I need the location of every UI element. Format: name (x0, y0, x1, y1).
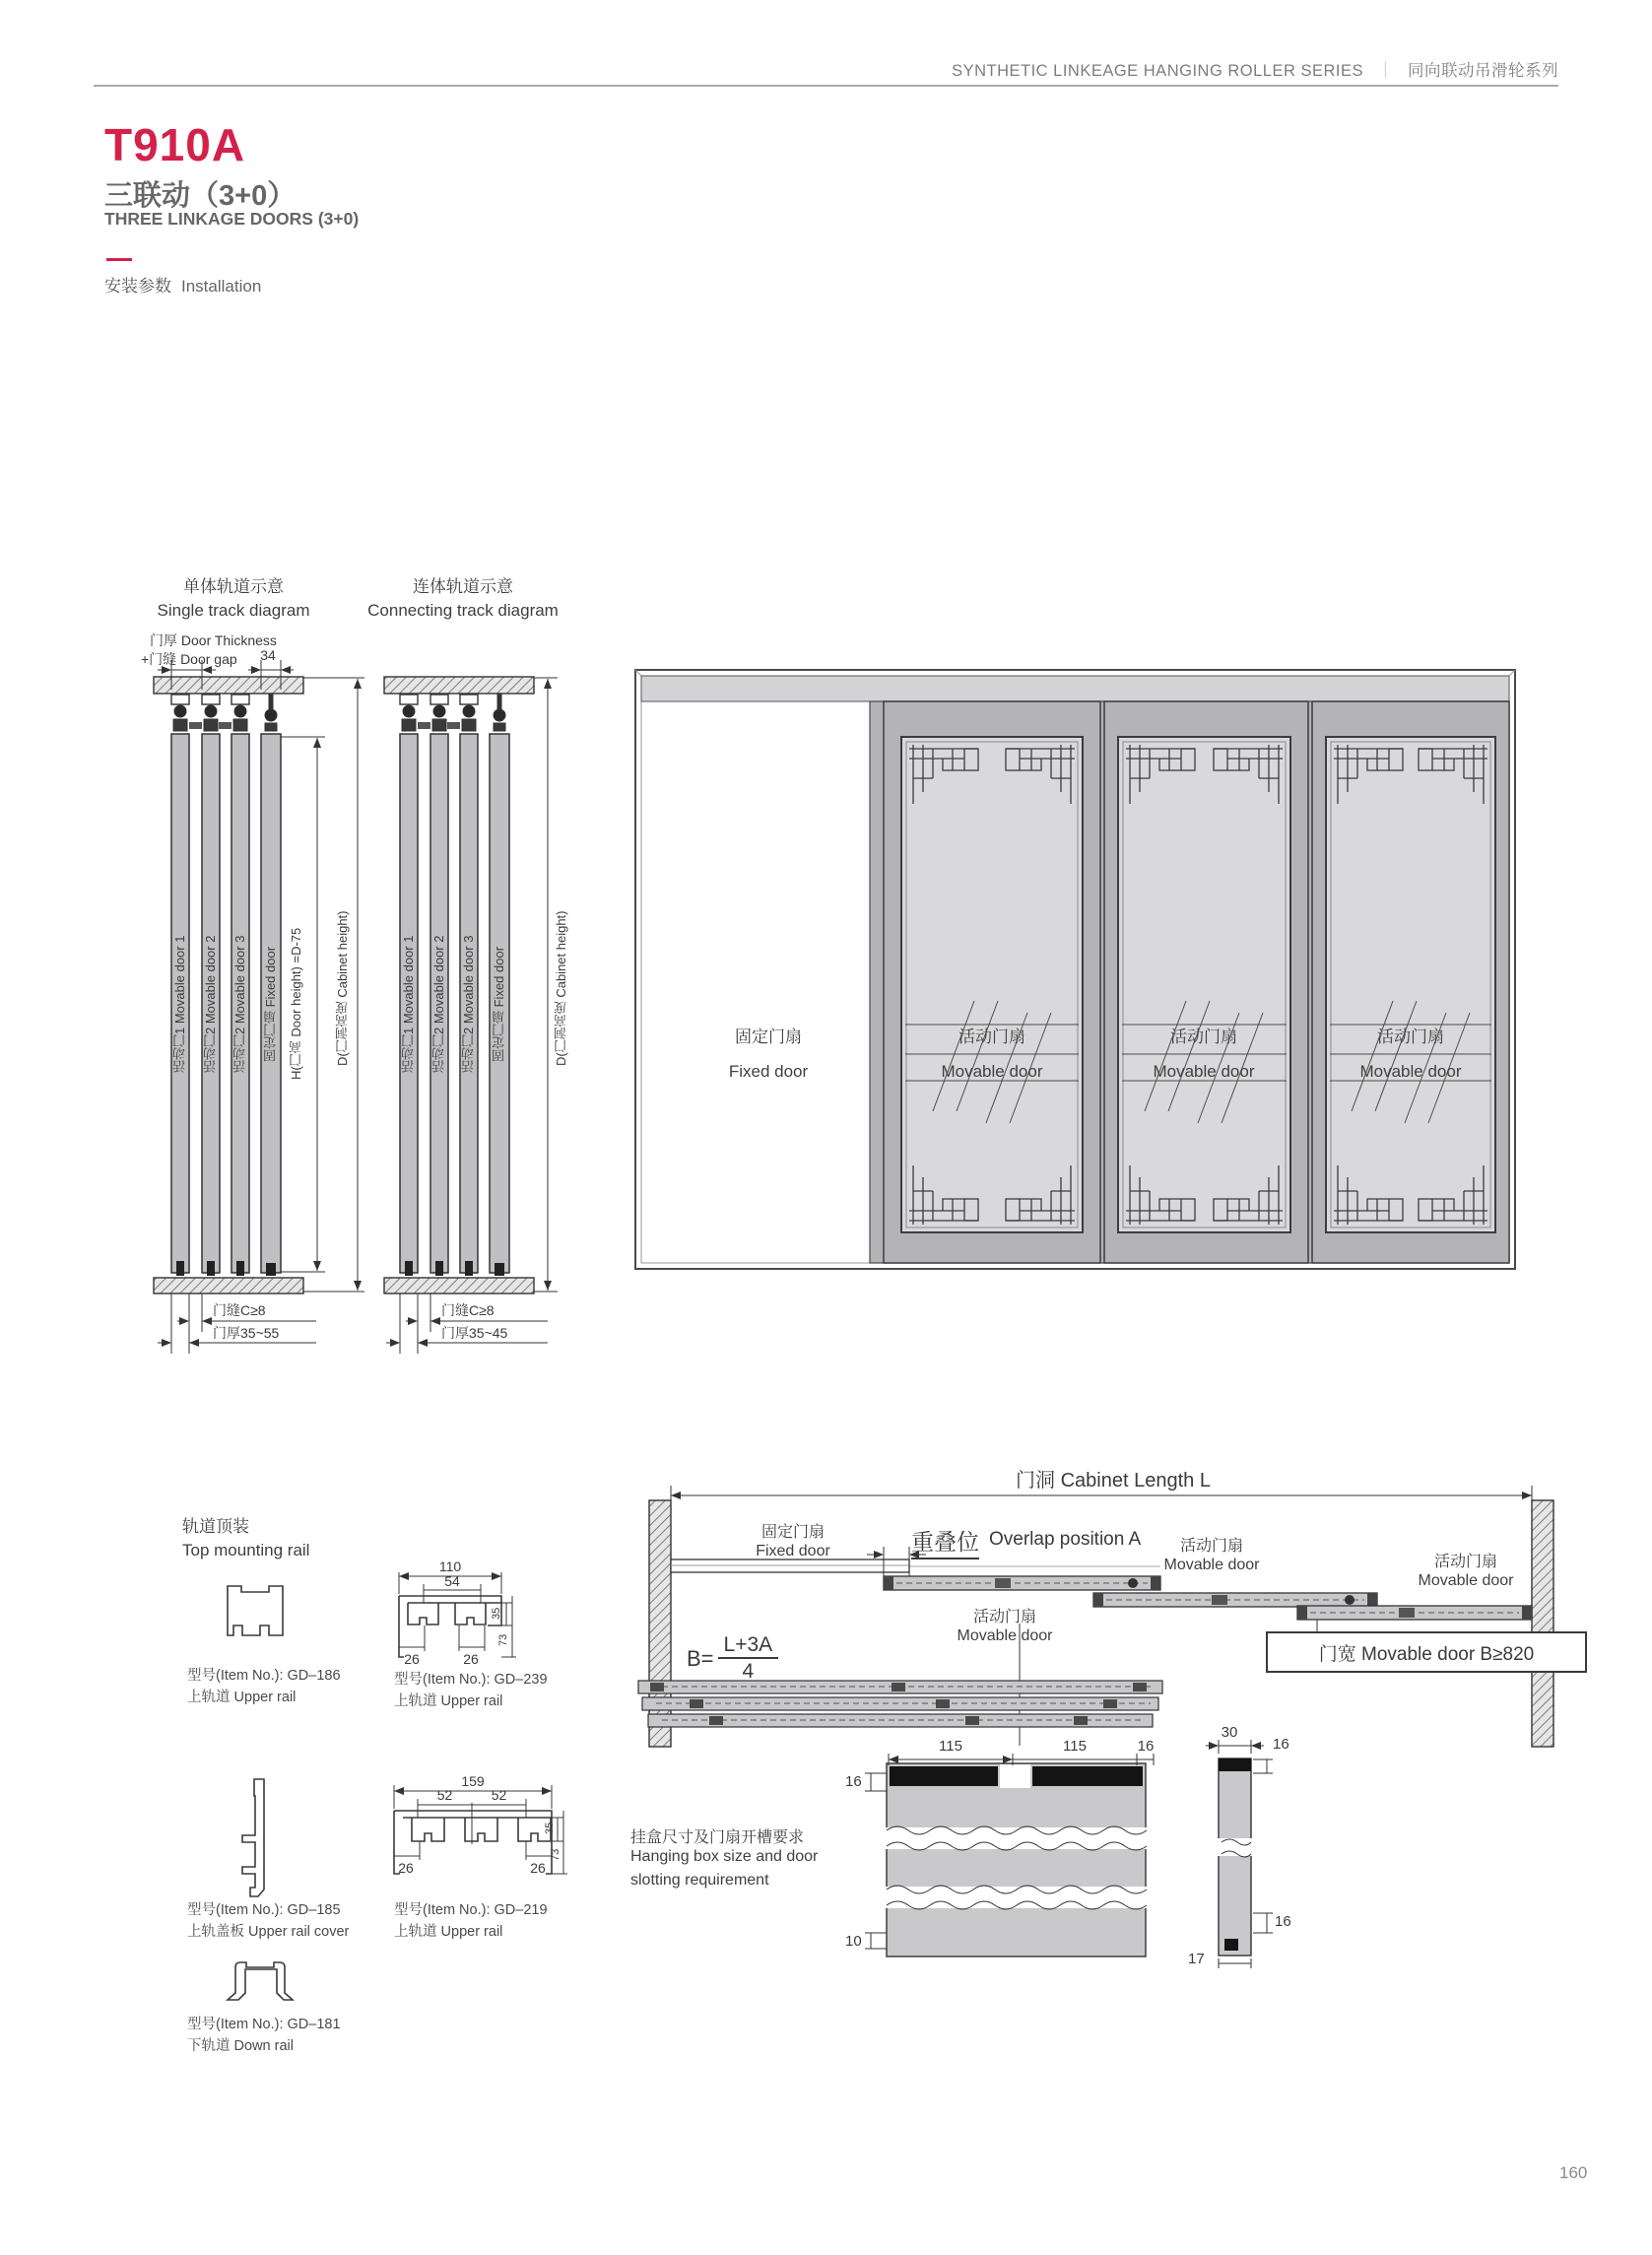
plan-movable1-en: Movable door (957, 1627, 1053, 1644)
rail-item-gd219 (394, 1899, 548, 1943)
section-title-en: Installation (181, 277, 262, 296)
dim-cabinet-height-conn: D(门洞高度 Cabinet height) (554, 910, 568, 1066)
elevation-fixed-cn: 固定门扇 (735, 1028, 802, 1046)
dim-10: 10 (845, 1933, 862, 1950)
plan-movable2-en: Movable door (1163, 1557, 1260, 1573)
formula-fraction (718, 1633, 779, 1684)
linkage-rail-1 (884, 1576, 1160, 1590)
plan-movable2-cn: 活动门扇 (1179, 1538, 1243, 1555)
section-title-cn: 安装参数 (104, 277, 171, 296)
hanging-box-note-en2: slotting requirement (630, 1872, 769, 1889)
gd239-dim-35: 35 (491, 1607, 502, 1621)
dim-door-thickness: 门厚 Door Thickness (150, 632, 277, 648)
collapsed-stack-drawing (638, 1681, 1162, 1727)
gd219-dim-26l: 26 (398, 1860, 414, 1876)
plan-door-width-box: 门宽 Movable door B≥820 (1266, 1631, 1587, 1673)
single-door-label-1: 活动门1 Movable door 1 (172, 935, 187, 1073)
product-model: T910A (104, 119, 246, 170)
dim-16-door-bottom: 16 (1275, 1913, 1291, 1930)
rail-item-gd181-no: 型号(Item No.): GD–181 (187, 2017, 341, 2032)
section-title (104, 272, 261, 297)
plan-fixed-en: Fixed door (756, 1543, 830, 1559)
plan-movable1-cn: 活动门扇 (972, 1609, 1036, 1625)
elevation-movable2-cn: 活动门扇 (1170, 1028, 1237, 1046)
rails-title-en: Top mounting rail (182, 1541, 310, 1559)
linkage-rail-3 (1297, 1606, 1532, 1620)
dim-door-gap: +门缝 Door gap (141, 651, 237, 667)
dim-17: 17 (1188, 1951, 1205, 1967)
gd219-dim-159: 159 (461, 1773, 485, 1789)
gd219-dim-35: 35 (544, 1822, 556, 1835)
header-separator: ｜ (1377, 62, 1394, 80)
dim-115-right: 115 (1063, 1738, 1087, 1755)
dim-16-door-top: 16 (1273, 1736, 1289, 1753)
header-series-en: SYNTHETIC LINKEAGE HANGING ROLLER SERIES (952, 62, 1363, 80)
page-header (952, 57, 1558, 81)
hanging-box-drawing (865, 1754, 1154, 1957)
dim-30: 30 (1221, 1724, 1238, 1741)
gd239-dim-54: 54 (444, 1573, 460, 1589)
rail-item-gd186 (187, 1665, 341, 1708)
product-name-cn: 三联动（3+0） (104, 180, 297, 212)
single-track-title-cn: 单体轨道示意 (183, 577, 284, 596)
profile-gd-239 (399, 1596, 501, 1657)
connecting-track-title (347, 575, 579, 623)
dim-34: 34 (260, 647, 276, 663)
dim-cabinet-height-single: D(门洞高度 Cabinet height) (335, 910, 350, 1066)
page-number: 160 (1559, 2163, 1588, 2182)
hanging-box-note-cn: 挂盒尺寸及门扇开槽要求 (630, 1829, 805, 1846)
connecting-track-title-en: Connecting track diagram (367, 601, 559, 620)
plan-formula (687, 1633, 778, 1684)
dim-16-top: 16 (1137, 1738, 1155, 1755)
rail-item-gd239 (394, 1669, 548, 1712)
rail-item-gd185 (187, 1899, 349, 1943)
conn-door-label-3: 活动门2 Movable door 3 (461, 935, 476, 1073)
single-door-label-fixed: 固定门扇 Fixed door (263, 946, 278, 1062)
plan-movable3-cn: 活动门扇 (1433, 1554, 1497, 1570)
conn-door-label-1: 活动门1 Movable door 1 (401, 935, 416, 1073)
plan-fixed-cn: 固定门扇 (760, 1524, 825, 1541)
conn-dim-thickness: 门厚35~45 (441, 1325, 508, 1341)
plan-overlap-cn: 重叠位 (911, 1524, 979, 1559)
plan-cabinet-length: 门洞 Cabinet Length L (1016, 1470, 1211, 1492)
rail-item-gd181-name: 下轨道 Down rail (187, 2038, 294, 2054)
single-dim-thickness: 门厚35~55 (213, 1325, 280, 1341)
rail-item-gd181 (187, 2014, 341, 2057)
profile-gd-186 (228, 1586, 283, 1635)
rail-item-gd186-no: 型号(Item No.): GD–186 (187, 1668, 341, 1684)
profile-gd-181 (228, 1962, 293, 2000)
dim-115-left: 115 (939, 1738, 962, 1755)
gd219-dim-26r: 26 (530, 1860, 546, 1876)
plan-overlap-en: Overlap position A (989, 1529, 1142, 1550)
rail-item-gd239-no: 型号(Item No.): GD–239 (394, 1672, 548, 1688)
rail-item-gd219-name: 上轨道 Upper rail (394, 1924, 503, 1940)
elevation-movable3-en: Movable door (1359, 1062, 1462, 1081)
section-accent-dash (106, 258, 132, 261)
hanging-box-note-en1: Hanging box size and door (630, 1848, 819, 1865)
plan-movable3-en: Movable door (1418, 1572, 1514, 1589)
single-door-label-3: 活动门2 Movable door 3 (232, 935, 247, 1073)
elevation-movable1-en: Movable door (941, 1062, 1043, 1081)
formula-lhs: B= (687, 1645, 714, 1671)
elevation-movable2-en: Movable door (1153, 1062, 1255, 1081)
dim-16-left: 16 (845, 1773, 862, 1790)
gd239-dim-73: 73 (497, 1633, 509, 1647)
gd239-dim-110: 110 (438, 1559, 462, 1574)
product-name-en: THREE LINKAGE DOORS (3+0) (104, 209, 360, 229)
single-dim-gap: 门缝C≥8 (213, 1302, 266, 1318)
dim-door-height: H(门高 Door height) =D-75 (289, 927, 303, 1081)
single-track-title-en: Single track diagram (157, 601, 310, 620)
rails-title-cn: 轨道顶装 (182, 1517, 249, 1536)
gd219-dim-52l: 52 (436, 1787, 453, 1803)
conn-door-label-fixed: 固定门扇 Fixed door (492, 946, 506, 1062)
header-series-cn: 同向联动吊滑轮系列 (1408, 62, 1558, 80)
elevation-movable1-cn: 活动门扇 (958, 1028, 1025, 1046)
rails-title (182, 1515, 309, 1562)
gd239-dim-26l: 26 (404, 1651, 420, 1667)
elevation-fixed-en: Fixed door (728, 1062, 809, 1081)
door-elevation-drawing (635, 670, 1515, 1269)
gd239-dim-26r: 26 (463, 1651, 479, 1667)
gd219-dim-52r: 52 (491, 1787, 507, 1803)
profile-gd-185 (242, 1779, 264, 1896)
rail-item-gd186-name: 上轨道 Upper rail (187, 1690, 297, 1705)
rail-item-gd185-name: 上轨盖板 Upper rail cover (187, 1924, 350, 1940)
door-section-drawing (1206, 1740, 1273, 1968)
conn-door-label-2: 活动门2 Movable door 2 (431, 935, 446, 1073)
single-door-label-2: 活动门2 Movable door 2 (203, 935, 218, 1073)
single-track-title (150, 575, 317, 623)
formula-numerator: L+3A (718, 1633, 779, 1659)
rail-item-gd185-no: 型号(Item No.): GD–185 (187, 1902, 341, 1918)
linkage-rail-2 (1093, 1593, 1377, 1607)
connecting-track-title-cn: 连体轨道示意 (413, 577, 513, 596)
elevation-movable3-cn: 活动门扇 (1377, 1028, 1444, 1046)
conn-dim-gap: 门缝C≥8 (441, 1302, 495, 1318)
rail-item-gd219-no: 型号(Item No.): GD–219 (394, 1902, 548, 1918)
formula-denominator: 4 (742, 1660, 755, 1683)
rail-item-gd239-name: 上轨道 Upper rail (394, 1693, 503, 1709)
gd219-dim-73: 73 (550, 1848, 562, 1862)
